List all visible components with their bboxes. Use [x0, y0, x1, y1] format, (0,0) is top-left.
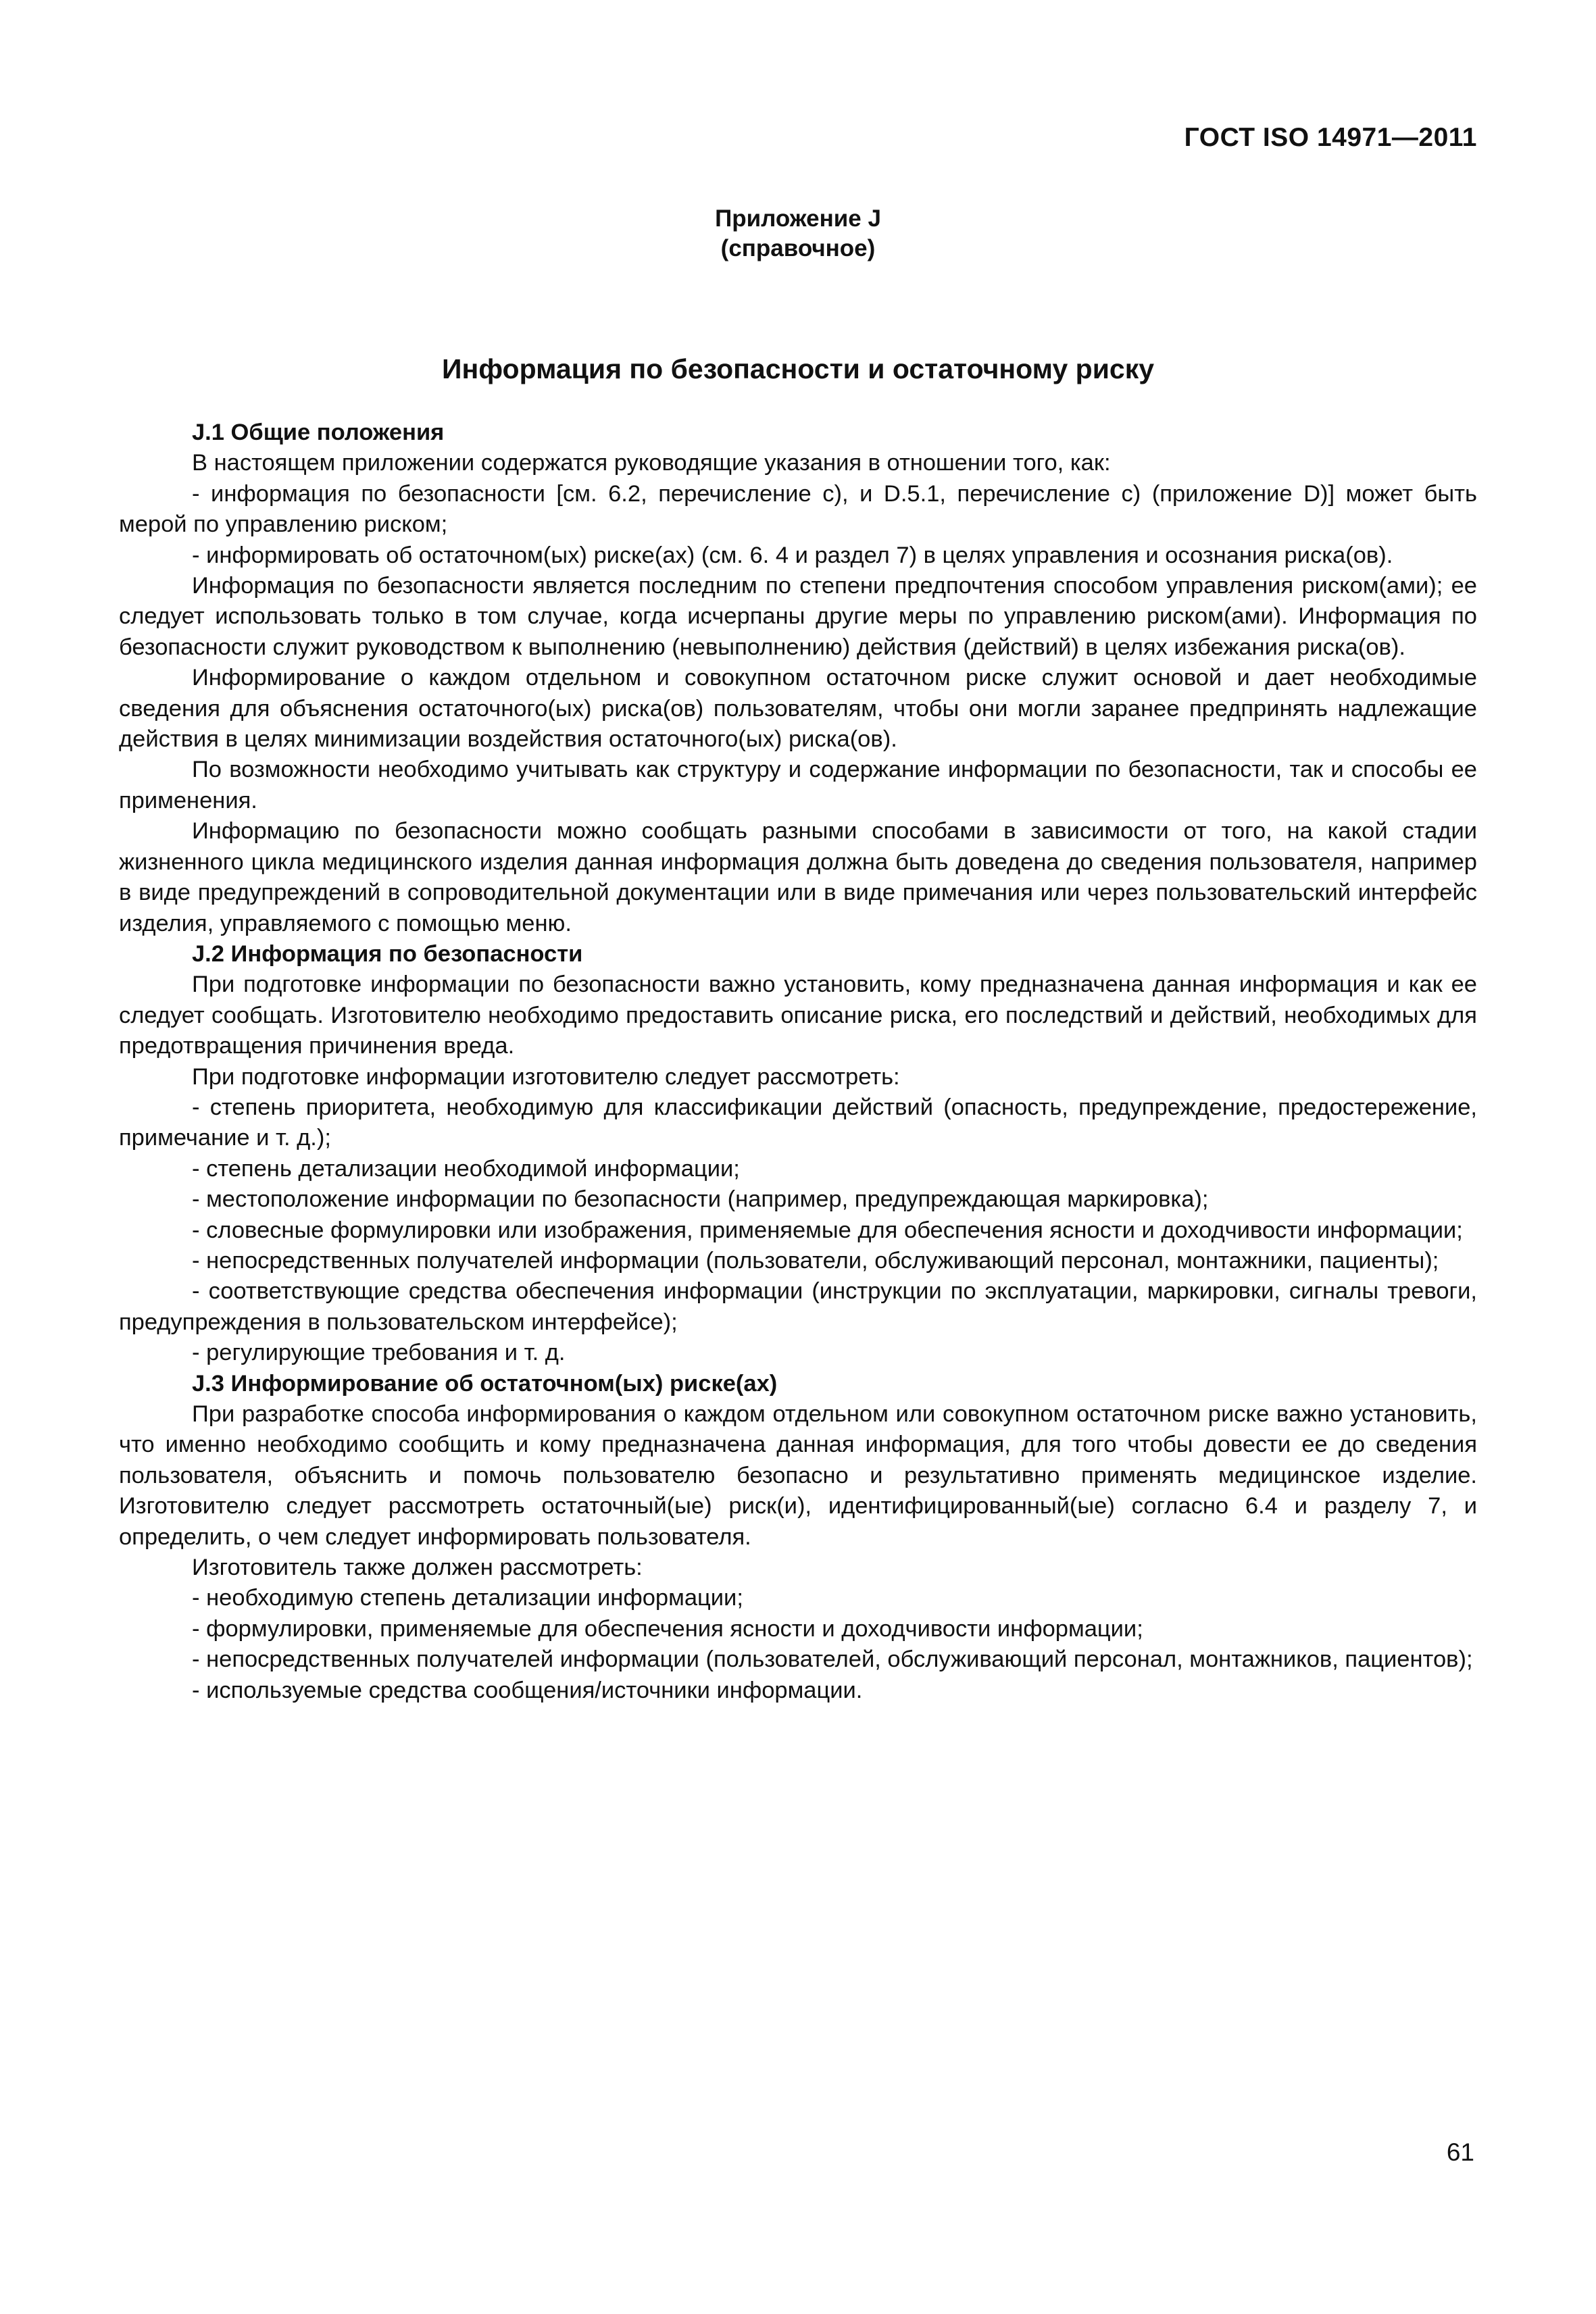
paragraph: При подготовке информации по безопасности важно установить, кому предназначена данная информация и как ее следует сообщать. Изготовителю необходимо предоставить описание риска, его последствий и действий, необходимых для предотвращения причинения вреда.	[119, 972, 1477, 1059]
annex-kind: (справочное)	[720, 235, 876, 261]
annex-heading	[0, 204, 1596, 263]
section-j3	[119, 1369, 1477, 1706]
section-j1	[119, 418, 1477, 939]
annex-label: Приложение J	[715, 205, 881, 232]
list-item: - непосредственных получателей информации (пользователей, обслуживающий персонал, монтажников, пациентов);	[192, 1646, 1473, 1673]
list-item: - используемые средства сообщения/источники информации.	[192, 1677, 863, 1703]
paragraph: При разработке способа информирования о каждом отдельном или совокупном остаточном риске важно установить, что именно необходимо сообщить и кому предназначена данная информация, для того чтобы довести ее до сведения пользователя, объяснить и помочь пользователю безопасно и результативно применять медицинское изделие. Изготовителю следует рассмотреть остаточный(ые) риск(и), идентифицированный(ые) согласно 6.4 и разделу 7, и определить, о чем следует информировать пользователя.	[119, 1401, 1477, 1550]
standard-id-header: ГОСТ ISO 14971—2011	[1184, 123, 1477, 152]
paragraph: - информировать об остаточном(ых) риске(ах) (см. 6. 4 и раздел 7) в целях управления и осознания риска(ов).	[192, 542, 1393, 568]
section-heading: J.2 Информация по безопасности	[192, 940, 583, 967]
list-item: - формулировки, применяемые для обеспечения ясности и доходчивости информации;	[192, 1615, 1143, 1642]
annex-title: Информация по безопасности и остаточному риску	[441, 353, 1155, 384]
list-item: - регулирующие требования и т. д.	[192, 1340, 566, 1366]
list-item: - степень детализации необходимой информации;	[192, 1155, 740, 1182]
list-item: - соответствующие средства обеспечения информации (инструкции по эксплуатации, маркировки, сигналы тревоги, предупреждения в пользовательском интерфейсе);	[119, 1278, 1477, 1335]
annex-body	[119, 418, 1477, 1706]
paragraph: При подготовке информации изготовителю следует рассмотреть:	[192, 1063, 900, 1090]
list-item: - непосредственных получателей информации (пользователи, обслуживающий персонал, монтажники, пациенты);	[192, 1247, 1439, 1274]
section-heading: J.3 Информирование об остаточном(ых) риске(ах)	[192, 1370, 778, 1397]
page-number: 61	[1446, 2138, 1474, 2166]
paragraph: Изготовитель также должен рассмотреть:	[192, 1555, 643, 1581]
paragraph: В настоящем приложении содержатся руководящие указания в отношении того, как:	[192, 450, 1111, 476]
paragraph: Информирование о каждом отдельном и совокупном остаточном риске служит основой и дает необходимые сведения для объяснения остаточного(ых) риска(ов) пользователям, чтобы они могли заранее предпринять надлежащие действия в целях минимизации воздействия остаточного(ых) риска(ов).	[119, 665, 1477, 753]
paragraph: По возможности необходимо учитывать как структуру и содержание информации по безопасности, так и способы ее применения.	[119, 757, 1477, 813]
section-j2	[119, 939, 1477, 1369]
paragraph: Информацию по безопасности можно сообщать разными способами в зависимости от того, на какой стадии жизненного цикла медицинского изделия данная информация должна быть доведена до сведения пользователя, например в виде предупреждений в сопроводительной документации или в виде примечания или через пользовательский интерфейс изделия, управляемого с помощью меню.	[119, 818, 1477, 936]
paragraph: Информация по безопасности является последним по степени предпочтения способом управления риском(ами); ее следует использовать только в том случае, когда исчерпаны другие меры по управлению риском(ами). Информация по безопасности служит руководством к выполнению (невыполнению) действия (действий) в целях избежания риска(ов).	[119, 573, 1477, 660]
list-item: - словесные формулировки или изображения, применяемые для обеспечения ясности и доходчивости информации;	[192, 1217, 1463, 1243]
section-heading: J.1 Общие положения	[192, 420, 445, 445]
list-item: - степень приоритета, необходимую для классификации действий (опасность, предупреждение, предостережение, примечание и т. д.);	[119, 1094, 1477, 1151]
list-item: - необходимую степень детализации информации;	[192, 1585, 743, 1611]
paragraph: - информация по безопасности [см. 6.2, перечисление с), и D.5.1, перечисление с) (приложение D)] может быть мерой по управлению риском;	[119, 480, 1477, 538]
list-item: - местоположение информации по безопасности (например, предупреждающая маркировка);	[192, 1186, 1209, 1213]
